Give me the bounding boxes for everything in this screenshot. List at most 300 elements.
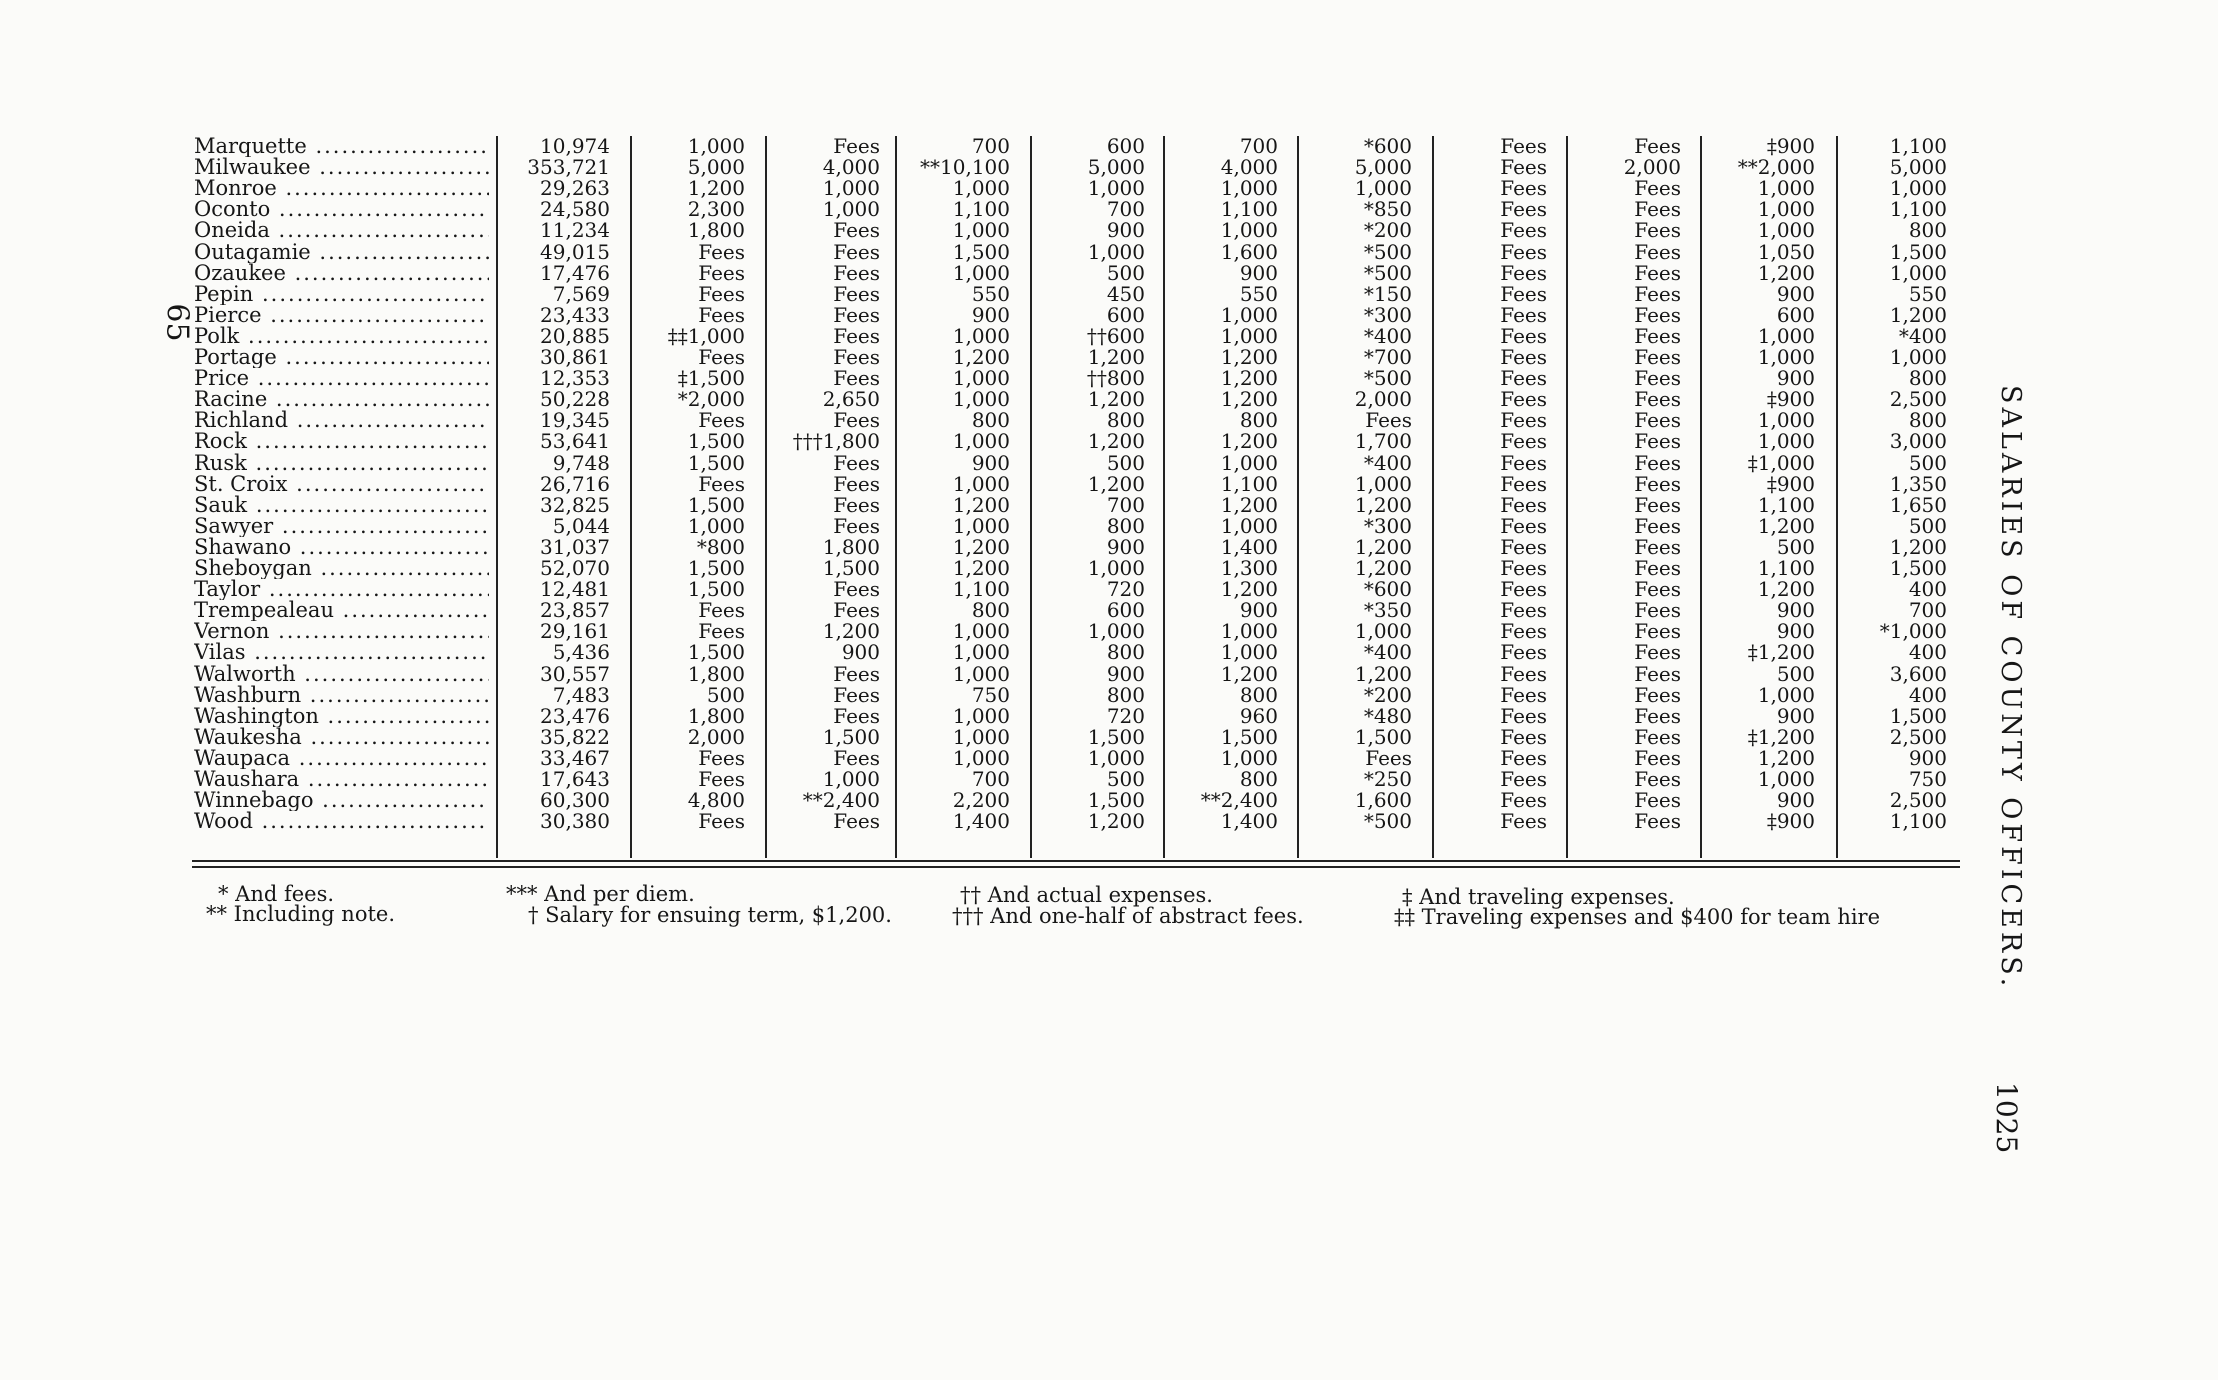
table-cell: 1,000 — [1220, 745, 1278, 770]
table-cell: 1,700 — [1354, 429, 1412, 454]
column-divider — [895, 136, 897, 858]
table-cell: 1,200 — [1757, 260, 1815, 285]
table-cell: Fees — [833, 134, 880, 158]
table-cell: 800 — [1239, 682, 1278, 707]
table-cell: 1,100 — [1889, 809, 1947, 834]
table-cell: 1,200 — [1220, 366, 1278, 391]
table-cell: 52,070 — [540, 556, 610, 580]
county-name: Waupaca ..... — [194, 748, 489, 769]
table-cell: 1,500 — [1354, 724, 1412, 749]
table-cell: 3,600 — [1889, 661, 1947, 686]
table-cell: 900 — [1776, 598, 1815, 623]
table-cell: 1,200 — [1889, 302, 1947, 327]
table-cell: 800 — [1106, 682, 1145, 707]
county-name: Waukesha ..... — [194, 727, 489, 748]
table-cell: Fees — [698, 260, 745, 285]
table-cell: Fees — [1500, 323, 1547, 348]
table-cell: 1,000 — [952, 703, 1010, 728]
table-cell: 720 — [1106, 577, 1145, 602]
table-cell: 5,000 — [1889, 155, 1947, 180]
column-divider — [1700, 136, 1702, 858]
table-cell: 60,300 — [540, 788, 610, 813]
table-cell: 1,000 — [952, 661, 1010, 686]
county-name: Taylor ..... — [194, 579, 489, 600]
table-cell: Fees — [833, 239, 880, 264]
table-cell: 1,000 — [1087, 176, 1145, 201]
table-cell: Fees — [1634, 809, 1681, 834]
table-cell: 1,200 — [1757, 513, 1815, 538]
table-cell: *850 — [1363, 197, 1412, 222]
table-cell: 1,000 — [1087, 745, 1145, 770]
table-cell: 12,353 — [540, 366, 610, 391]
column-divider — [1297, 136, 1299, 858]
table-cell: 700 — [1106, 492, 1145, 517]
table-cell: 1,000 — [1757, 176, 1815, 201]
table-cell: 1,000 — [822, 767, 880, 791]
county-name: Polk ..... — [194, 326, 489, 347]
county-name: Vilas ..... — [194, 642, 489, 663]
table-cell: 800 — [1106, 408, 1145, 433]
table-cell: 2,000 — [1623, 155, 1681, 180]
table-cell: 31,037 — [540, 534, 610, 559]
table-cell: 900 — [971, 302, 1010, 327]
table-cell: ‡1,500 — [677, 366, 745, 391]
table-cell: Fees — [1500, 429, 1547, 454]
footnote: ††† And one-half of abstract fees. — [952, 904, 1304, 928]
table-cell: 1,200 — [1354, 556, 1412, 580]
county-name: Washburn ..... — [194, 685, 489, 706]
table-cell: Fees — [833, 745, 880, 770]
table-cell: 1,200 — [1220, 345, 1278, 369]
table-cell: *500 — [1363, 239, 1412, 264]
table-cell: *500 — [1363, 809, 1412, 834]
table-cell: 1,000 — [1889, 260, 1947, 285]
table-cell: 20,885 — [540, 323, 610, 348]
table-cell: *400 — [1363, 640, 1412, 665]
table-cell: Fees — [1634, 640, 1681, 665]
table-cell: 960 — [1239, 703, 1278, 728]
table-cell: 750 — [971, 682, 1010, 707]
table-cell: Fees — [698, 619, 745, 644]
table-cell: 1,100 — [1757, 556, 1815, 580]
table-cell: 800 — [1908, 366, 1947, 391]
table-cell: 2,650 — [822, 387, 880, 412]
table-cell: 1,500 — [952, 239, 1010, 264]
table-cell: *1,000 — [1879, 619, 1947, 644]
table-cell: Fees — [1500, 703, 1547, 728]
table-cell: 1,500 — [687, 556, 745, 580]
table-cell: 1,500 — [822, 724, 880, 749]
table-cell: 2,500 — [1889, 387, 1947, 412]
table-cell: 550 — [1239, 281, 1278, 306]
table-cell: Fees — [1500, 534, 1547, 559]
table-cell: 5,000 — [1354, 155, 1412, 180]
table-cell: 10,974 — [540, 134, 610, 158]
table-cell: 1,000 — [822, 176, 880, 201]
table-cell: 750 — [1908, 767, 1947, 791]
table-cell: 900 — [971, 450, 1010, 475]
table-cell: 1,200 — [1757, 745, 1815, 770]
county-name: Winnebago ..... — [194, 790, 489, 811]
table-cell: 1,200 — [1354, 492, 1412, 517]
table-cell: 1,000 — [1757, 323, 1815, 348]
county-name: Shawano ..... — [194, 537, 489, 558]
column-divider — [1163, 136, 1165, 858]
table-cell: 1,000 — [1757, 429, 1815, 454]
table-cell: Fees — [833, 408, 880, 433]
table-cell: Fees — [1634, 176, 1681, 201]
table-cell: 500 — [706, 682, 745, 707]
table-cell: Fees — [1500, 788, 1547, 813]
table-cell: 900 — [841, 640, 880, 665]
county-name: Rock ..... — [194, 431, 489, 452]
table-cell: 1,500 — [1889, 239, 1947, 264]
table-cell: 1,400 — [1220, 534, 1278, 559]
table-cell: *300 — [1363, 513, 1412, 538]
table-cell: 29,161 — [540, 619, 610, 644]
county-name: Walworth ..... — [194, 664, 489, 685]
table-cell: 800 — [1239, 408, 1278, 433]
table-cell: 700 — [971, 767, 1010, 791]
table-cell: Fees — [1500, 450, 1547, 475]
table-cell: 700 — [971, 134, 1010, 158]
table-cell: Fees — [698, 745, 745, 770]
table-cell: 2,200 — [952, 788, 1010, 813]
table-cell: 1,500 — [1889, 703, 1947, 728]
table-cell: 900 — [1239, 598, 1278, 623]
table-cell: Fees — [1500, 661, 1547, 686]
table-cell: 1,400 — [1220, 809, 1278, 834]
table-cell: 1,000 — [1757, 682, 1815, 707]
table-cell: Fees — [1634, 534, 1681, 559]
table-cell: *700 — [1363, 345, 1412, 369]
county-name: Sauk ..... — [194, 495, 489, 516]
table-cell: 1,500 — [687, 640, 745, 665]
table-cell: 1,200 — [1087, 387, 1145, 412]
table-cell: Fees — [698, 809, 745, 834]
table-cell: 1,000 — [1354, 176, 1412, 201]
table-cell: 1,000 — [1889, 345, 1947, 369]
county-name: Oneida ..... — [194, 220, 489, 241]
table-cell: *350 — [1363, 598, 1412, 623]
table-cell: 550 — [971, 281, 1010, 306]
table-cell: 49,015 — [540, 239, 610, 264]
column-divider — [496, 136, 498, 858]
table-cell: Fees — [833, 809, 880, 834]
table-cell: 500 — [1776, 661, 1815, 686]
table-cell: 1,000 — [952, 218, 1010, 243]
table-cell: *400 — [1363, 450, 1412, 475]
table-cell: Fees — [1634, 239, 1681, 264]
table-cell: Fees — [833, 450, 880, 475]
table-cell: 600 — [1106, 598, 1145, 623]
county-name: Trempealeau ..... — [194, 600, 489, 621]
table-cell: 9,748 — [552, 450, 610, 475]
table-cell: 4,800 — [687, 788, 745, 813]
table-cell: 11,234 — [540, 218, 610, 243]
table-cell: 900 — [1776, 703, 1815, 728]
table-cell: 1,200 — [822, 619, 880, 644]
table-cell: Fees — [698, 471, 745, 496]
table-cell: Fees — [698, 281, 745, 306]
county-name: Sawyer ..... — [194, 516, 489, 537]
table-cell: 550 — [1908, 281, 1947, 306]
table-cell: **2,400 — [802, 788, 880, 813]
table-cell: Fees — [833, 513, 880, 538]
table-cell: 1,200 — [1087, 345, 1145, 369]
page-title: SALARIES OF COUNTY OFFICERS. — [1995, 385, 2026, 991]
table-cell: *200 — [1363, 682, 1412, 707]
table-cell: 600 — [1776, 302, 1815, 327]
table-cell: Fees — [1634, 323, 1681, 348]
table-cell: 900 — [1776, 281, 1815, 306]
table-cell: Fees — [698, 598, 745, 623]
table-cell: 24,580 — [540, 197, 610, 222]
table-cell: Fees — [1634, 745, 1681, 770]
table-cell: 900 — [1908, 745, 1947, 770]
table-cell: 1,100 — [1889, 197, 1947, 222]
table-cell: Fees — [698, 345, 745, 369]
table-cell: ††600 — [1086, 323, 1145, 348]
table-cell: 23,476 — [540, 703, 610, 728]
table-cell: Fees — [1634, 345, 1681, 369]
table-cell: Fees — [833, 598, 880, 623]
table-cell: ††800 — [1086, 366, 1145, 391]
table-cell: 720 — [1106, 703, 1145, 728]
county-name: Wood ..... — [194, 811, 489, 832]
table-cell: Fees — [1500, 218, 1547, 243]
table-cell: 353,721 — [527, 155, 610, 180]
table-cell: Fees — [1500, 408, 1547, 433]
table-cell: Fees — [698, 239, 745, 264]
table-cell: 1,000 — [1220, 513, 1278, 538]
table-cell: Fees — [1634, 619, 1681, 644]
table-cell: 600 — [1106, 134, 1145, 158]
table-cell: 1,050 — [1757, 239, 1815, 264]
table-cell: Fees — [1634, 492, 1681, 517]
table-cell: 1,000 — [1220, 640, 1278, 665]
table-cell: Fees — [1500, 366, 1547, 391]
table-cell: 1,600 — [1220, 239, 1278, 264]
table-cell: 1,000 — [1220, 450, 1278, 475]
table-cell: Fees — [1500, 239, 1547, 264]
table-cell: Fees — [1500, 598, 1547, 623]
table-cell: 1,500 — [687, 492, 745, 517]
table-cell: 1,500 — [1220, 724, 1278, 749]
table-cell: 400 — [1908, 640, 1947, 665]
table-cell: 1,000 — [1354, 619, 1412, 644]
table-cell: 700 — [1239, 134, 1278, 158]
table-cell: 53,641 — [540, 429, 610, 454]
table-cell: Fees — [1500, 513, 1547, 538]
table-cell: 1,200 — [1220, 661, 1278, 686]
table-cell: 1,000 — [952, 366, 1010, 391]
column-divider — [1030, 136, 1032, 858]
table-cell: Fees — [1500, 387, 1547, 412]
table-cell: 19,345 — [540, 408, 610, 433]
county-name: Rusk ..... — [194, 453, 489, 474]
footnote: ‡ And traveling expenses. — [1402, 885, 1675, 909]
table-cell: *800 — [696, 534, 745, 559]
county-name: Ozaukee ..... — [194, 263, 489, 284]
table-cell: 1,000 — [952, 176, 1010, 201]
column-divider — [1566, 136, 1568, 858]
table-cell: 1,500 — [1889, 556, 1947, 580]
table-cell: Fees — [1634, 387, 1681, 412]
margin-number: 65 — [159, 303, 195, 342]
table-cell: 1,200 — [1087, 471, 1145, 496]
table-cell: Fees — [1634, 281, 1681, 306]
table-bottom-rule — [192, 866, 1960, 868]
table-cell: 500 — [1106, 450, 1145, 475]
table-cell: 2,500 — [1889, 788, 1947, 813]
table-cell: 23,857 — [540, 598, 610, 623]
table-cell: ‡900 — [1766, 809, 1815, 834]
table-cell: 1,000 — [1087, 619, 1145, 644]
table-cell: Fees — [1500, 281, 1547, 306]
table-cell: 1,200 — [952, 534, 1010, 559]
county-name: Price ..... — [194, 368, 489, 389]
table-cell: *600 — [1363, 577, 1412, 602]
table-cell: Fees — [1634, 134, 1681, 158]
table-cell: 30,380 — [540, 809, 610, 834]
table-cell: ‡1,200 — [1747, 640, 1815, 665]
table-cell: 800 — [1106, 640, 1145, 665]
table-cell: 1,000 — [822, 197, 880, 222]
table-cell: Fees — [1634, 682, 1681, 707]
table-cell: 900 — [1776, 619, 1815, 644]
table-cell: 1,200 — [1087, 809, 1145, 834]
table-cell: Fees — [1634, 429, 1681, 454]
table-cell: 1,000 — [952, 619, 1010, 644]
table-cell: 1,000 — [1757, 345, 1815, 369]
table-cell: 900 — [1106, 534, 1145, 559]
table-cell: 1,000 — [1087, 556, 1145, 580]
table-cell: 29,263 — [540, 176, 610, 201]
county-name: Monroe ..... — [194, 178, 489, 199]
county-name: Milwaukee ..... — [194, 157, 489, 178]
table-cell: Fees — [1634, 724, 1681, 749]
table-cell: 1,100 — [1889, 134, 1947, 158]
table-cell: ‡900 — [1766, 471, 1815, 496]
table-cell: Fees — [1500, 809, 1547, 834]
table-cell: 30,557 — [540, 661, 610, 686]
table-cell: 500 — [1106, 260, 1145, 285]
table-cell: Fees — [1634, 408, 1681, 433]
table-cell: Fees — [833, 471, 880, 496]
table-cell: Fees — [1634, 302, 1681, 327]
county-name: Vernon ..... — [194, 621, 489, 642]
table-cell: 2,500 — [1889, 724, 1947, 749]
table-cell: 26,716 — [540, 471, 610, 496]
table-cell: 1,400 — [952, 809, 1010, 834]
table-cell: **2,400 — [1200, 788, 1278, 813]
table-cell: Fees — [698, 767, 745, 791]
table-cell: Fees — [1634, 767, 1681, 791]
table-cell: Fees — [833, 703, 880, 728]
table-cell: Fees — [1500, 302, 1547, 327]
table-cell: 1,000 — [1220, 302, 1278, 327]
county-name: St. Croix ..... — [194, 474, 489, 495]
table-cell: 1,800 — [687, 703, 745, 728]
table-cell: 700 — [1106, 197, 1145, 222]
table-cell: Fees — [1500, 745, 1547, 770]
table-cell: 1,200 — [1087, 429, 1145, 454]
table-cell: 1,500 — [1087, 724, 1145, 749]
table-cell: 1,800 — [687, 661, 745, 686]
table-cell: 17,643 — [540, 767, 610, 791]
table-cell: Fees — [1634, 471, 1681, 496]
table-cell: 1,000 — [952, 640, 1010, 665]
table-cell: Fees — [1500, 260, 1547, 285]
table-cell: 1,500 — [822, 556, 880, 580]
table-cell: Fees — [1500, 471, 1547, 496]
table-cell: 5,000 — [1087, 155, 1145, 180]
table-cell: *400 — [1898, 323, 1947, 348]
table-cell: ‡1,000 — [1747, 450, 1815, 475]
table-cell: *250 — [1363, 767, 1412, 791]
table-cell: 500 — [1106, 767, 1145, 791]
table-cell: 1,000 — [1757, 197, 1815, 222]
county-name: Washington ..... — [194, 706, 489, 727]
table-cell: Fees — [1634, 450, 1681, 475]
table-cell: Fees — [1634, 577, 1681, 602]
table-cell: 1,200 — [1220, 387, 1278, 412]
footnote: *** And per diem. — [506, 882, 695, 906]
table-cell: 1,000 — [1087, 239, 1145, 264]
table-cell: Fees — [1500, 492, 1547, 517]
table-cell: *200 — [1363, 218, 1412, 243]
table-cell: 1,200 — [1220, 577, 1278, 602]
table-cell: 900 — [1106, 661, 1145, 686]
table-cell: *2,000 — [677, 387, 745, 412]
table-bottom-rule — [192, 860, 1960, 862]
footnote: ‡‡ Traveling expenses and $400 for team hire — [1394, 905, 1881, 929]
table-cell: 1,000 — [1220, 176, 1278, 201]
table-cell: Fees — [833, 577, 880, 602]
table-cell: Fees — [1500, 640, 1547, 665]
table-cell: Fees — [833, 260, 880, 285]
table-cell: 1,000 — [952, 260, 1010, 285]
table-cell: 5,436 — [552, 640, 610, 665]
table-cell: *600 — [1363, 134, 1412, 158]
table-cell: 30,861 — [540, 345, 610, 369]
table-cell: ‡900 — [1766, 387, 1815, 412]
table-cell: *150 — [1363, 281, 1412, 306]
footnote: ** Including note. — [206, 902, 396, 926]
table-cell: 1,500 — [687, 577, 745, 602]
table-cell: Fees — [1500, 682, 1547, 707]
table-cell: 5,000 — [687, 155, 745, 180]
column-divider — [1836, 136, 1838, 858]
table-cell: 1,000 — [1220, 218, 1278, 243]
county-name: Portage ..... — [194, 347, 489, 368]
table-cell: Fees — [833, 682, 880, 707]
table-cell: 1,000 — [952, 724, 1010, 749]
table-cell: 1,200 — [1220, 429, 1278, 454]
table-cell: 1,200 — [952, 556, 1010, 580]
table-cell: 1,500 — [687, 450, 745, 475]
table-cell: 800 — [971, 598, 1010, 623]
table-cell: Fees — [833, 366, 880, 391]
table-cell: Fees — [833, 218, 880, 243]
table-cell: Fees — [833, 345, 880, 369]
footnote: † Salary for ensuing term, $1,200. — [528, 903, 892, 927]
county-name: Pepin ..... — [194, 284, 489, 305]
table-cell: Fees — [1634, 703, 1681, 728]
table-cell: Fees — [1365, 745, 1412, 770]
table-cell: 1,000 — [952, 745, 1010, 770]
